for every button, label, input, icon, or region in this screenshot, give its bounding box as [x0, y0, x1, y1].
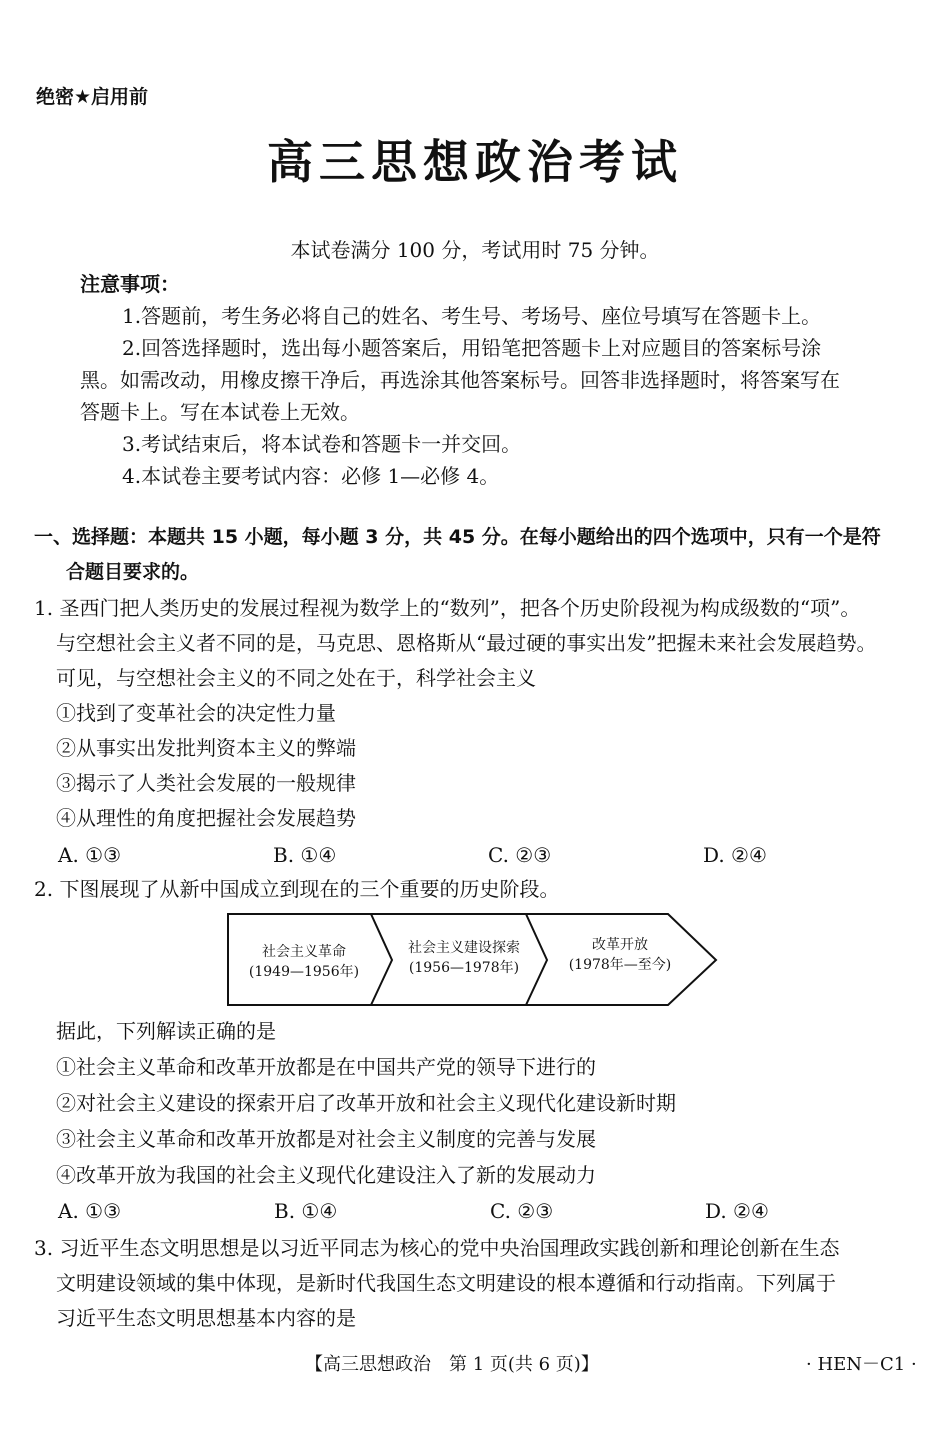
q1-option-b: B. ①④: [273, 843, 337, 867]
notice-line: 答题卡上。写在本试卷上无效。: [80, 400, 360, 424]
section-heading: 一、选择题：本题共 15 小题，每小题 3 分，共 45 分。在每小题给出的四个选项中，只有一个是符: [34, 526, 881, 548]
stage-1-name: 社会主义革命: [262, 944, 346, 960]
q2-option-a: A. ①③: [58, 1199, 122, 1223]
q2-prompt: 据此，下列解读正确的是: [56, 1019, 276, 1043]
q1-option-d: D. ②④: [703, 843, 767, 867]
footer-code: · HEN－C1 ·: [806, 1354, 917, 1375]
q2-item: ④改革开放为我国的社会主义现代化建设注入了新的发展动力: [56, 1163, 596, 1187]
q2-option-b: B. ①④: [274, 1199, 338, 1223]
q1-item: ④从理性的角度把握社会发展趋势: [56, 806, 356, 830]
q2-stem: 2. 下图展现了从新中国成立到现在的三个重要的历史阶段。: [34, 877, 560, 901]
q3-stem: 3. 习近平生态文明思想是以习近平同志为核心的党中央治国理政实践创新和理论创新在生态: [34, 1236, 840, 1260]
q3-stem: 习近平生态文明思想基本内容的是: [56, 1306, 356, 1330]
notice-line: 1.答题前，考生务必将自己的姓名、考生号、考场号、座位号填写在答题卡上。: [122, 304, 822, 328]
q1-option-a: A. ①③: [58, 843, 122, 867]
q1-item: ①找到了变革社会的决定性力量: [56, 701, 336, 725]
notice-line: 黑。如需改动，用橡皮擦干净后，再选涂其他答案标号。回答非选择题时，将答案写在: [80, 368, 840, 392]
q2-item: ③社会主义革命和改革开放都是对社会主义制度的完善与发展: [56, 1127, 596, 1151]
stage-3-period: (1978年—至今): [568, 957, 672, 973]
notice-line: 2.回答选择题时，选出每小题答案后，用铅笔把答题卡上对应题目的答案标号涂: [122, 336, 822, 360]
notice-heading: 注意事项：: [80, 272, 180, 296]
footer-page-info: 【高三思想政治 第 1 页(共 6 页)】: [305, 1354, 599, 1375]
page-title: 高三思想政治考试: [267, 135, 683, 189]
q1-stem: 可见，与空想社会主义的不同之处在于，科学社会主义: [56, 666, 536, 690]
q1-stem: 1. 圣西门把人类历史的发展过程视为数学上的“数列”，把各个历史阶段视为构成级数的“项”。: [34, 596, 861, 620]
stage-2-period: (1956—1978年): [408, 960, 520, 976]
q2-option-c: C. ②③: [490, 1199, 554, 1223]
q3-stem: 文明建设领域的集中体现，是新时代我国生态文明建设的根本遵循和行动指南。下列属于: [56, 1271, 836, 1295]
score-time-line: 本试卷满分 100 分，考试用时 75 分钟。: [290, 238, 660, 262]
stage-3-name: 改革开放: [592, 937, 648, 953]
q2-options: [0, 1199, 950, 1223]
q1-item: ②从事实出发批判资本主义的弊端: [56, 736, 356, 760]
stage-2-name: 社会主义建设探索: [408, 940, 520, 956]
section-heading-cont: 合题目要求的。: [66, 561, 200, 583]
notice-line: 4.本试卷主要考试内容：必修 1—必修 4。: [122, 464, 500, 488]
q1-option-c: C. ②③: [488, 843, 552, 867]
secret-mark: 绝密★启用前: [36, 86, 149, 108]
q1-item: ③揭示了人类社会发展的一般规律: [56, 771, 356, 795]
stage-1-period: (1949—1956年): [248, 964, 360, 980]
q2-option-d: D. ②④: [705, 1199, 769, 1223]
q1-stem: 与空想社会主义者不同的是，马克思、恩格斯从“最过硬的事实出发”把握未来社会发展趋势。: [56, 631, 877, 655]
notice-line: 3.考试结束后，将本试卷和答题卡一并交回。: [122, 432, 522, 456]
q2-item: ②对社会主义建设的探索开启了改革开放和社会主义现代化建设新时期: [56, 1091, 676, 1115]
q2-item: ①社会主义革命和改革开放都是在中国共产党的领导下进行的: [56, 1055, 596, 1079]
